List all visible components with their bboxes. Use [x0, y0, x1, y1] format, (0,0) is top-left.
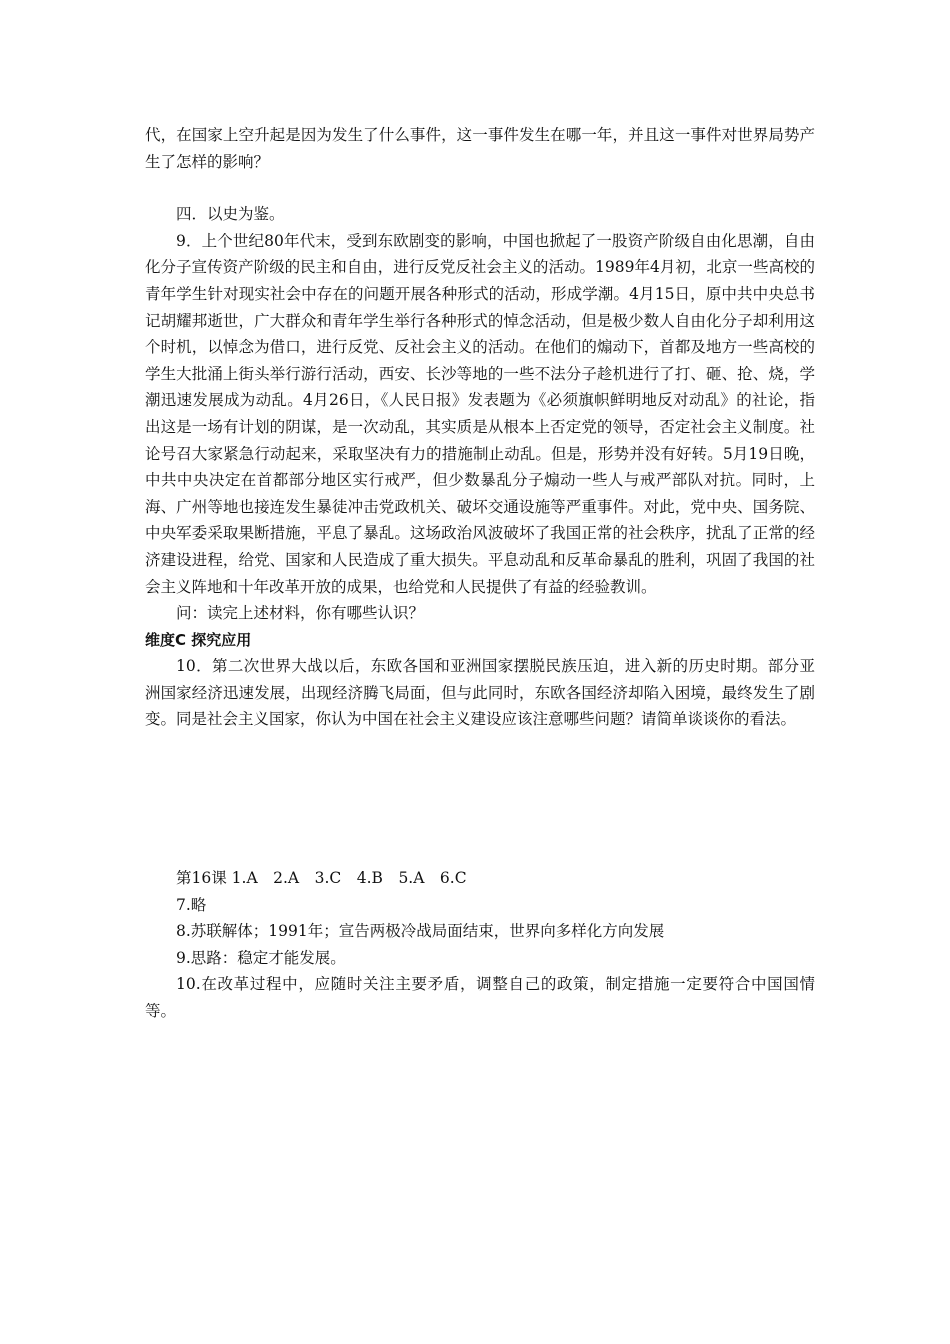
answer-line-7: 7.略 [176, 895, 207, 914]
answer-key [145, 865, 815, 1025]
question-9-material: 9．上个世纪80年代末，受到东欧剧变的影响，中国也掀起了一股资产阶级自由化思潮，自由化分子宣传资产阶级的民主和自由，进行反党反社会主义的活动。1989年4月初，北京一些高校的青年学生针对现实社会中存在的问题开展各种形式的活动，形成学潮。4月15日，原中共中央总书记胡耀邦逝世，广大群众和青年学生举行各种形式的悼念活动，但是极少数人自由化分子却利用这个时机，以悼念为借口，进行反党、反社会主义的活动。在他们的煽动下，首都及地方一些高校的学生大批涌上街头举行游行活动，西安、长沙等地的一些不法分子趁机进行了打、砸、抢、烧，学潮迅速发展成为动乱。4月26日，《人民日报》发表题为《必须旗帜鲜明地反对动乱》的社论，指出这是一场有计划的阴谋，是一次动乱，其实质是从根本上否定党的领导，否定社会主义制度。社论号召大家紧急行动起来，采取坚决有力的措施制止动乱。但是，形势并没有好转。5月19日晚，中共中央决定在首都部分地区实行戒严，但少数暴乱分子煽动一些人与戒严部队对抗。同时，上海、广州等地也接连发生暴徒冲击党政机关、破坏交通设施等严重事件。对此，党中央、国务院、中央军委采取果断措施，平息了暴乱。这场政治风波破坏了我国正常的社会秩序，扰乱了正常的经济建设进程，给党、国家和人民造成了重大损失。平息动乱和反革命暴乱的胜利，巩固了我国的社会主义阵地和十年改革开放的成果，也给党和人民提供了有益的经验教训。 [145, 231, 815, 596]
answer-line-10: 10.在改革过程中，应随时关注主要矛盾，调整自己的政策，制定措施一定要符合中国国情等。 [145, 975, 815, 1021]
question-9-prompt: 问：读完上述材料，你有哪些认识？ [176, 604, 425, 623]
answer-line-choices: 第16课 1.A 2.A 3.C 4.B 5.A 6.C [176, 869, 467, 888]
answer-line-8: 8.苏联解体；1991年；宣告两极冷战局面结束，世界向多样化方向发展 [176, 922, 665, 941]
section-4-heading: 四．以史为鉴。 [176, 205, 285, 224]
question-10: 10．第二次世界大战以后，东欧各国和亚洲国家摆脱民族压迫，进入新的历史时期。部分亚洲国家经济迅速发展，出现经济腾飞局面，但与此同时，东欧各国经济却陷入困境，最终发生了剧变。同是社会主义国家，你认为中国在社会主义建设应该注意哪些问题？请简单谈谈你的看法。 [145, 657, 815, 729]
document-page [145, 122, 815, 1025]
answer-line-9: 9.思路：稳定才能发展。 [176, 948, 346, 967]
dimension-c-heading: 维度C 探究应用 [145, 630, 252, 649]
question-8-continuation: 代，在国家上空升起是因为发生了什么事件，这一事件发生在哪一年，并且这一事件对世界局势产生了怎样的影响？ [145, 126, 815, 171]
